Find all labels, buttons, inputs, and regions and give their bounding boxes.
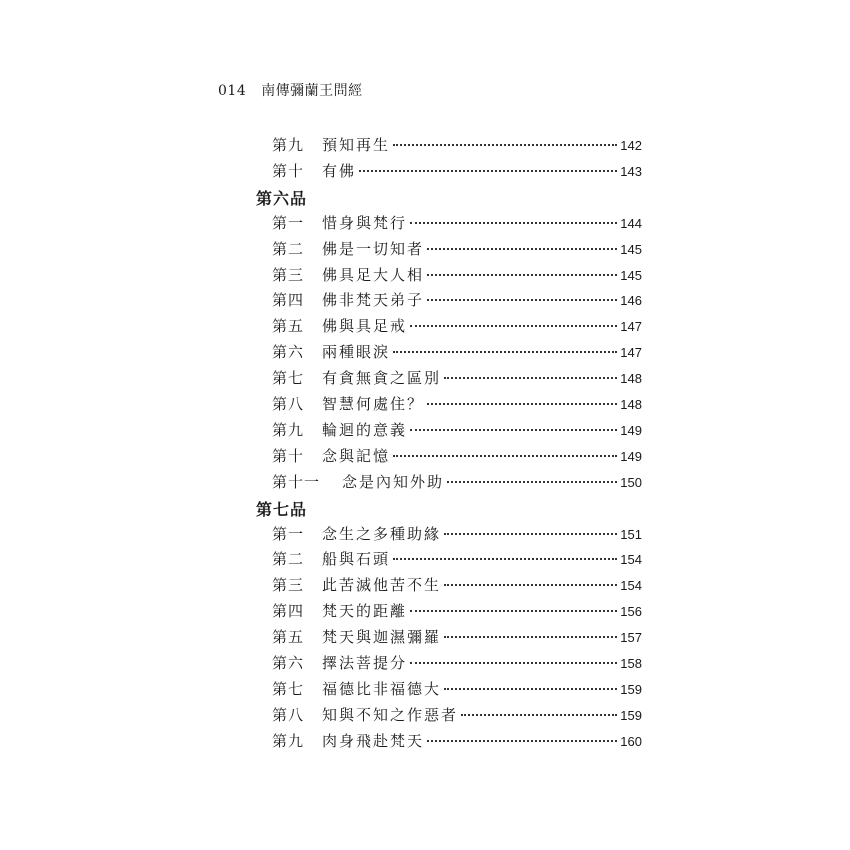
dot-leader — [444, 584, 617, 586]
toc-entry — [272, 160, 642, 186]
dot-leader — [410, 325, 617, 327]
toc-entry — [272, 419, 642, 445]
toc-entry — [272, 393, 642, 419]
toc-entry-number: 第一 — [272, 524, 305, 543]
dot-leader — [444, 688, 617, 690]
toc-entry-page: 147 — [620, 319, 642, 335]
running-header — [218, 80, 363, 100]
dot-leader — [444, 377, 617, 379]
toc-entry-number: 第七 — [272, 679, 305, 698]
toc-entry-number: 第五 — [272, 317, 305, 336]
dot-leader — [410, 429, 617, 431]
toc-entry — [272, 678, 642, 704]
dot-leader — [393, 455, 617, 457]
toc-entry-page: 145 — [620, 241, 642, 257]
toc-entry-page: 148 — [620, 397, 642, 412]
dot-leader — [447, 481, 617, 483]
toc-entry-number: 第三 — [272, 576, 305, 595]
toc-entry-title: 念是內知外助 — [342, 472, 445, 491]
toc-entry-title: 梵天的距離 — [322, 602, 408, 621]
toc-entry-page: 151 — [620, 526, 642, 542]
toc-entry-number: 第十一 — [272, 472, 321, 491]
toc-entry-title: 此苦滅他苦不生 — [322, 576, 442, 595]
toc-entry — [272, 445, 642, 471]
toc-entry-title: 佛是一切知者 — [322, 239, 425, 258]
toc-entry — [272, 315, 642, 341]
toc-entry-page: 142 — [620, 138, 642, 153]
toc-entry-title: 念與記憶 — [322, 446, 391, 465]
toc-entry-title: 肉身飛赴梵天 — [322, 731, 425, 750]
dot-leader — [427, 740, 617, 742]
dot-leader — [410, 222, 617, 224]
toc-entry-number: 第二 — [272, 550, 305, 569]
toc-entry-number: 第五 — [272, 628, 305, 647]
toc-entry-title: 有貪無貪之區別 — [322, 369, 442, 388]
toc-entry-page: 148 — [620, 371, 642, 387]
toc-entry — [272, 341, 642, 367]
toc-entry — [272, 548, 642, 574]
toc-entry-page: 143 — [620, 163, 642, 179]
dot-leader — [410, 610, 617, 612]
toc-entry — [272, 730, 642, 756]
toc-entry-number: 第六 — [272, 343, 305, 362]
dot-leader — [393, 351, 617, 353]
toc-entry — [272, 367, 642, 393]
toc-section-heading: 第七品 — [256, 501, 308, 519]
toc-entry-title: 擇法菩提分 — [322, 654, 408, 672]
toc-entry-title: 船與石頭 — [322, 550, 391, 569]
toc-entry-number: 第三 — [272, 265, 305, 284]
toc-entry-page: 159 — [620, 707, 642, 723]
toc-entry-title: 佛具足大人相 — [322, 265, 425, 284]
toc-entry-title: 惜身與梵行 — [322, 213, 408, 232]
toc-entry-page: 145 — [620, 267, 642, 283]
toc-entry-number: 第二 — [272, 239, 305, 258]
toc-entry-title: 兩種眼淚 — [322, 343, 391, 362]
toc-entry — [272, 652, 642, 678]
dot-leader — [427, 299, 617, 301]
toc-entry-number: 第九 — [272, 731, 305, 750]
toc-entry-number: 第十 — [272, 446, 305, 465]
dot-leader — [359, 170, 617, 172]
toc-entry — [272, 626, 642, 652]
header-page-number: 014 — [218, 83, 247, 99]
toc-entry-page: 144 — [620, 215, 642, 231]
dot-leader — [393, 558, 617, 560]
toc-entry — [272, 212, 642, 238]
dot-leader — [393, 144, 617, 146]
toc-entry — [272, 238, 642, 264]
toc-entry-number: 第九 — [272, 420, 305, 439]
toc-entry-page: 154 — [620, 552, 642, 568]
dot-leader — [410, 662, 617, 664]
toc-entry — [272, 600, 642, 626]
dot-leader — [461, 714, 617, 716]
dot-leader — [427, 248, 617, 250]
toc-entry-number: 第四 — [272, 602, 305, 621]
toc-entry-page: 150 — [620, 474, 642, 490]
toc-entry-number: 第四 — [272, 291, 305, 310]
toc-entry-page: 149 — [620, 422, 642, 438]
toc-entry — [272, 574, 642, 600]
dot-leader — [444, 636, 617, 638]
toc-section-heading: 第六品 — [256, 190, 308, 208]
toc-entry-page: 147 — [620, 345, 642, 361]
toc-entry-page: 156 — [620, 604, 642, 620]
toc-entry-title: 輪迴的意義 — [322, 420, 408, 439]
toc-entry — [272, 523, 642, 549]
dot-leader — [427, 274, 617, 276]
toc-entry-number: 第九 — [272, 136, 305, 154]
toc-entry-page: 157 — [620, 630, 642, 646]
toc-entry-number: 第七 — [272, 369, 305, 388]
toc-entry — [272, 289, 642, 315]
toc-entry-page: 154 — [620, 578, 642, 594]
toc-entry-page: 149 — [620, 448, 642, 464]
toc-entry — [272, 471, 642, 497]
dot-leader — [427, 403, 617, 405]
toc-entry-title: 智慧何處住？ — [322, 395, 425, 413]
toc-entry-number: 第十 — [272, 161, 305, 180]
toc-entry-page: 146 — [620, 293, 642, 309]
toc-entry-number: 第八 — [272, 395, 305, 413]
toc-entry-title: 念生之多種助緣 — [322, 524, 442, 543]
toc-entry-title: 福德比非福德大 — [322, 679, 442, 698]
toc-entry-page: 160 — [620, 733, 642, 749]
toc-entry — [272, 134, 642, 160]
toc-entry-title: 有佛 — [322, 161, 357, 180]
dot-leader — [444, 533, 617, 535]
toc-entry-page: 158 — [620, 656, 642, 671]
toc-entry-title: 梵天與迦濕彌羅 — [322, 628, 442, 647]
toc-entry-number: 第一 — [272, 213, 305, 232]
toc-entry-title: 佛與具足戒 — [322, 317, 408, 336]
toc-entry-number: 第六 — [272, 654, 305, 672]
toc-entry-page: 159 — [620, 681, 642, 697]
toc-entry-number: 第八 — [272, 705, 305, 724]
toc-entry — [272, 264, 642, 290]
toc-entry-title: 知與不知之作惡者 — [322, 705, 459, 724]
toc-entry-title: 預知再生 — [322, 136, 391, 154]
toc-entry — [272, 704, 642, 730]
header-book-title: 南傳彌蘭王問經 — [261, 83, 363, 99]
toc-entry-title: 佛非梵天弟子 — [322, 291, 425, 310]
